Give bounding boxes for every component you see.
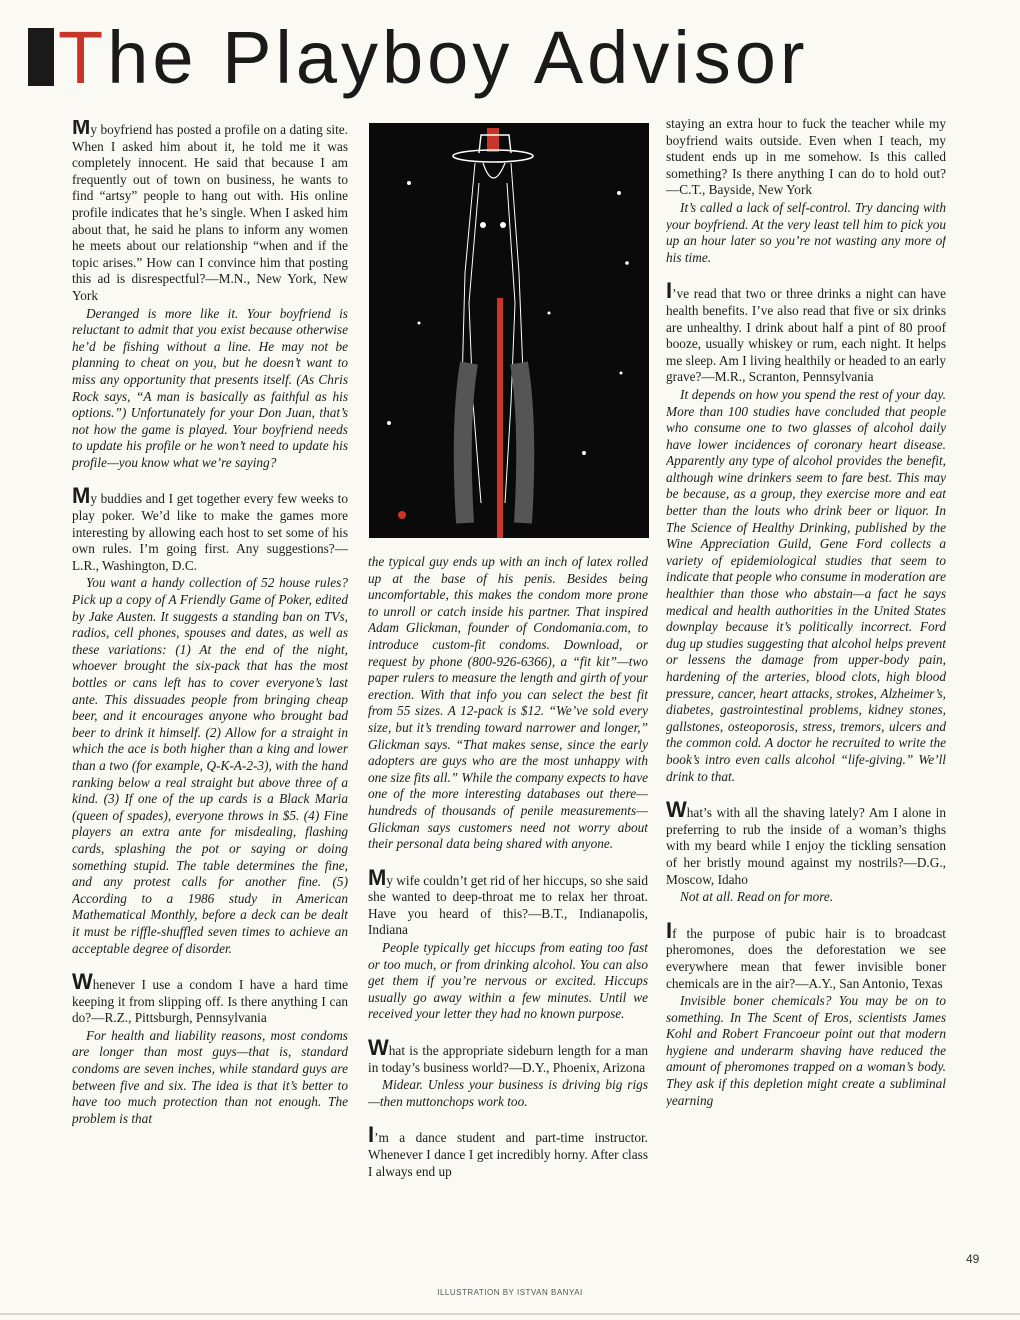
- drop-cap: M: [72, 120, 91, 139]
- page-header: [28, 16, 988, 102]
- advice-item: [666, 116, 946, 266]
- advisor-answer: You want a handy collection of 52 house rules? Pick up a copy of A Friendly Game of Poker, edited by Jake Austen. It suggests a standing ban on TVs, radios, cell phones, spouses and dates, as well as these variations: (1) At the end of the night, whoever brought the six-pack that has the most bottles or cans left has to cover everyone’s last ante. This dissuades people from bringing cheap beer, and it encourages anyone who brought bad beer to drink it himself. (2) Allow for a straight in which the ace is both higher than a king and lower than a two (for example, Q-K-A-2-3), with the hand ranking below a real straight but above three of a kind. (3) If one of the up cards is a Black Maria (queen of spades), everyone throws in $5. (4) Fine players an extra ante for misdealing, flashing cards, splashing the pot or saying or doing something stupid. The table determines the fine, and any protest calls for another fine. (5) According to a 1986 study in American Mathematical Monthly, before a deck can be dealt it must be riffle-shuffled seven times to achieve an acceptable degree of disorder.: [72, 575, 348, 956]
- drop-cap: M: [368, 864, 387, 890]
- advice-item: [72, 120, 348, 471]
- advisor-answer: For health and liability reasons, most condoms are longer than most guys—that is, standard condoms are seven inches, while standard guys are between five and six. The idea is that it’s better to have too much protection than not enough. The problem is that: [72, 1027, 348, 1126]
- reader-letter: [666, 278, 946, 386]
- advice-item: [666, 278, 946, 785]
- letter-text: henever I use a condom I have a hard time keeping it from slipping off. Is there anything I can do?—R.Z., Pittsburgh, Pennsylvania: [72, 977, 348, 1026]
- column-2: [368, 553, 648, 1273]
- drop-cap: I: [666, 278, 673, 304]
- letter-text: hat’s with all the shaving lately? Am I alone in preferring to rub the inside of a woman’s thighs with my beard while I enjoy the tickling sensation of her bristly mound against my nostrils?—D.G., Moscow, Idaho: [666, 805, 946, 887]
- bottom-rule: [0, 1313, 1020, 1315]
- reader-letter: [368, 1035, 648, 1076]
- letter-text: ’ve read that two or three drinks a night can have health benefits. I’ve also read that five or six drinks are unhealthy. I drink about half a pint of 80 proof booze, usually whiskey or rum, each night. It helps me sleep. Am I living healthily or headed to an early grave?—M.R., Scranton, Pennsylvania: [666, 286, 946, 385]
- letter-text: f the purpose of pubic hair is to broadcast pheromones, does the deforestation we see everywhere mean that fewer invisible boner chemicals are in the air?—A.Y., San Antonio, Texas: [666, 925, 946, 991]
- advisor-answer: Deranged is more like it. Your boyfriend is reluctant to admit that you exist because otherwise he’d be fishing without a line. He may not be planning to cheat on you, but he doesn’t want to miss any opportunity that presents itself. (As Chris Rock says, “A man is basically as faithful as his options.”) Unfortunately for your Don Juan, that’s not how the game is played. Your boyfriend needs to update his profile or he won’t need to update his profile—you know what we’re saying?: [72, 305, 348, 470]
- page-title: [58, 14, 809, 102]
- letter-text: y buddies and I get together every few weeks to play poker. We’d like to make the games more interesting by allowing each host to set some of his own rules. I’m going first. Any suggestions?—L.R., Washington, D.C.: [72, 491, 348, 573]
- advisor-answer: It’s called a lack of self-control. Try dancing with your boyfriend. At the very least tell him to pick you up an hour later so you’re not wasting any more of his time.: [666, 199, 946, 265]
- reader-letter: [72, 969, 348, 1027]
- illustration-credit: ILLUSTRATION BY ISTVAN BANYAI: [437, 1288, 583, 1297]
- advice-item: [72, 483, 348, 957]
- reader-letter: [666, 797, 946, 888]
- advice-item: [72, 969, 348, 1127]
- drop-cap: I: [368, 1122, 375, 1148]
- drop-cap: I: [666, 917, 673, 943]
- reader-letter: [666, 116, 946, 199]
- advice-item: [368, 864, 648, 1023]
- advice-item: [666, 797, 946, 906]
- letter-text: staying an extra hour to fuck the teacher while my boyfriend waits outside. Even when I teach, my student ends up in me somehow. Is this called something? Is there anything I can do to hold out?—C.T., Bayside, New York: [666, 116, 946, 198]
- advice-item: [666, 917, 946, 1110]
- column-3: [666, 116, 946, 1272]
- advice-item: [368, 554, 648, 853]
- page-number: 49: [966, 1252, 980, 1266]
- reader-letter: [368, 864, 648, 939]
- advisor-answer: People typically get hiccups from eating too fast or too much, or from drinking alcohol. You can also get them if you’re nervous or excited. Hiccups usually go away within a few minutes. Until we received your letter they had no known purpose.: [368, 940, 648, 1022]
- letter-text: y wife couldn’t get rid of her hiccups, so she said she wanted to deep-throat me to relax her throat. Have you heard of this?—B.T., Indianapolis, Indiana: [368, 872, 648, 938]
- title-first-letter: T: [58, 16, 108, 99]
- column-1: [72, 120, 348, 1270]
- title-rest: he Playboy Advisor: [107, 16, 809, 99]
- advisor-answer: Not at all. Read on for more.: [680, 889, 834, 905]
- drop-cap: W: [666, 797, 687, 823]
- advisor-answer: Midear. Unless your business is driving big rigs—then muttonchops work too.: [368, 1077, 648, 1109]
- letter-text: hat is the appropriate sideburn length for a man in today’s business world?—D.Y., Phoenix, Arizona: [368, 1043, 648, 1075]
- reader-letter: [72, 120, 348, 305]
- advice-item: [368, 1122, 648, 1180]
- drop-cap: M: [72, 483, 91, 509]
- illustration-figure: [369, 123, 649, 538]
- advisor-answer: Invisible boner chemicals? You may be on to something. In The Scent of Eros, scientists James Kohl and Robert Francoeur point out that modern hygiene and underarm shaving have reduced the amount of pheromones trapped on a woman’s body. They ask if this depletion might create a subliminal yearning: [666, 993, 946, 1108]
- letter-text: ’m a dance student and part-time instructor. Whenever I dance I get incredibly horny. After class I always end up: [368, 1130, 648, 1179]
- reader-letter: [72, 483, 348, 574]
- reader-letter: [666, 917, 946, 992]
- advice-item: [368, 1035, 648, 1110]
- drop-cap: W: [72, 969, 93, 995]
- reader-letter: [368, 1122, 648, 1180]
- advisor-answer: It depends on how you spend the rest of your day. More than 100 studies have concluded that people who consume one to two glasses of alcohol daily have lower incidences of coronary heart disease. Apparently any type of alcohol provides the benefit, although wine drinkers seem to fare best. This may be because, as a group, they exercise more and eat better than the louts who drink beer or liquor. In The Science of Healthy Drinking, published by the Wine Appreciation Guild, Gene Ford collects a variety of epidemiological studies that seem to indicate that people who consume in moderation are healthier than those who abstain—a fact he says medical and health authorities in the United States downplay because it’s politically incorrect. Ford dug up studies suggesting that alcohol helps prevent or lessens the damage from upper-body pain, hardening of the arteries, blood clots, high blood pressure, cancer, heart attacks, strokes, Alzheimer’s, diabetes, gastrointestinal problems, kidney stones, gallstones, osteoporosis, stress, tremors, ulcers and the common cold. A doctor he recruited to write the book’s intro even calls alcohol “life-giving.” We’ll drink to that.: [666, 386, 946, 784]
- illustration: [369, 123, 649, 538]
- letter-text: y boyfriend has posted a profile on a dating site. When I asked him about it, he told me it was completely innocent. He said that because I am frequently out of town on business, he wants to find “artsy” people to hang out with. His online profile indicates that he’s single. When I asked him about that, he said he plans to inform any women he meets about our relationship “when and if the topic arises.” How can I convince him that posting this ad is disrespectful?—M.N., New York, New York: [72, 122, 348, 303]
- advisor-answer: the typical guy ends up with an inch of latex rolled up at the base of his penis. Besides being uncomfortable, this makes the condom more prone to unroll or catch inside his partner. That inspired Adam Glickman, founder of Condomania.com, to introduce custom-fit condoms. Download, or request by phone (800-926-6366), a “fit kit”—two paper rulers to measure the length and girth of your erection. With that info you can select the best fit from 55 sizes. A 12-pack is $12. “We’ve sold every size, but it’s trending toward narrower and longer,” Glickman says. “That makes sense, since the early adopters are guys who are the most unhappy with one size fits all.” While the company expects to have one of the more interesting databases out there—hundreds of thousands of penile measurements—Glickman says customers need not worry about their personal data being shared with anyone.: [368, 554, 648, 852]
- drop-cap: W: [368, 1035, 389, 1061]
- header-block: [28, 28, 54, 86]
